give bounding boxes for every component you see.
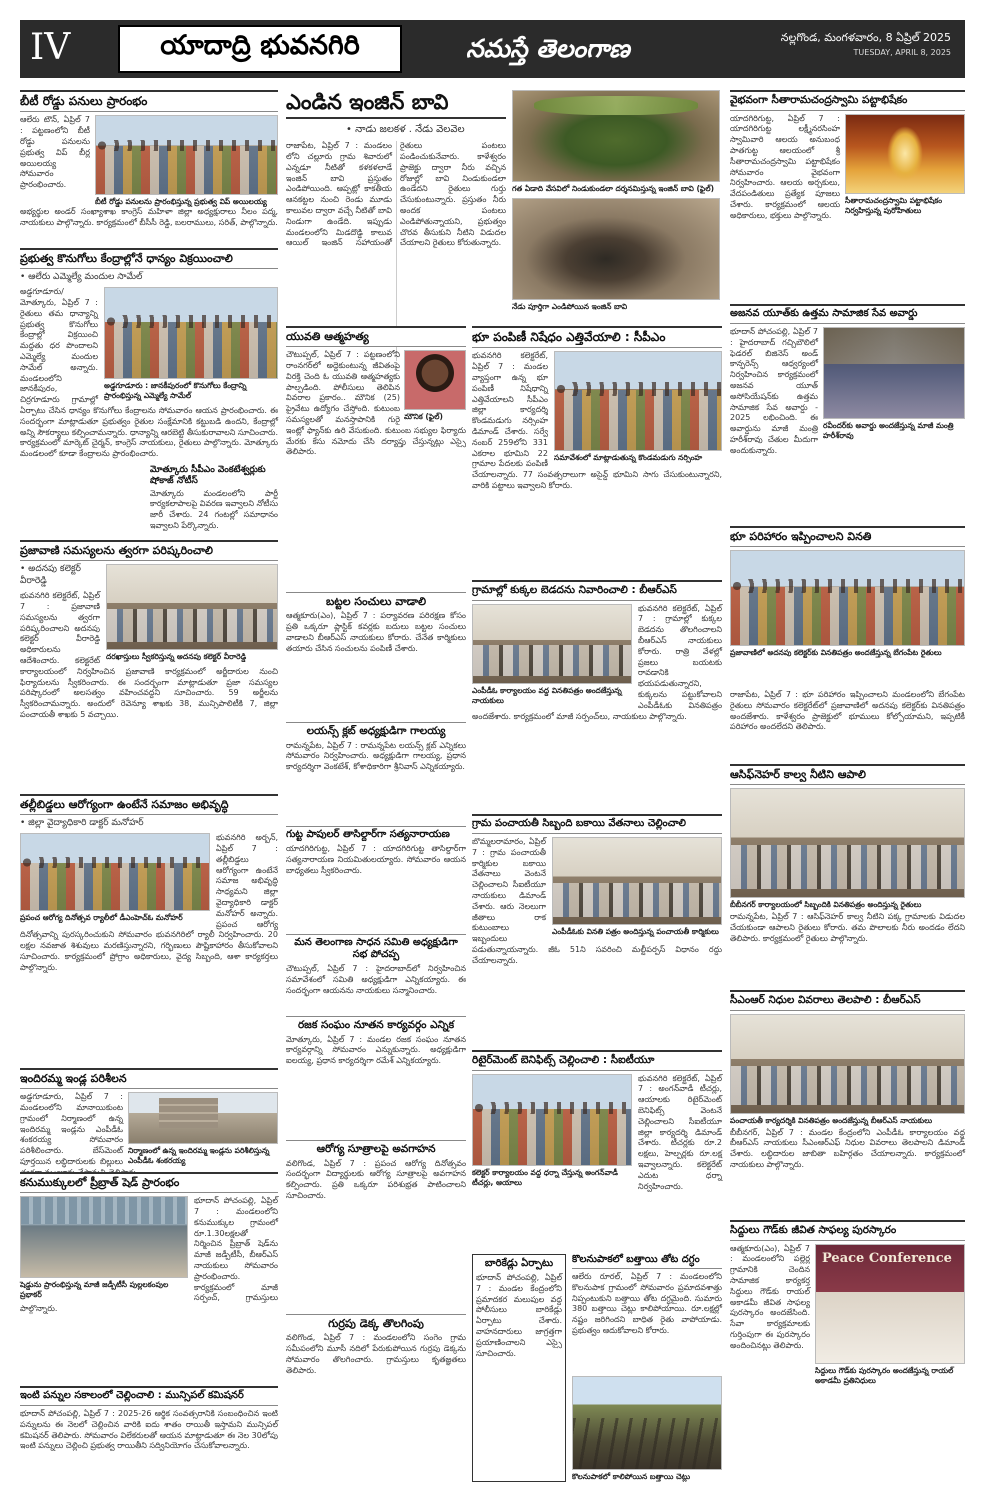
article-kanumukkula-shed	[20, 1172, 278, 1382]
photo-caption: ప్రజావాణిలో అదనపు కలెక్టర్‌కు వినతిపత్రం అందజేస్తున్న బేగంపేట రైతులు	[730, 646, 965, 658]
photo-caption-bottom: నేడు పూర్తిగా ఎండిపోయిన ఇంజిన్ బావి	[512, 300, 720, 312]
photo-caption: ఎంపీడీఓ కార్యాలయం వద్ద వినతిపత్రం అందజేస్తున్న నాయకులు	[472, 684, 632, 706]
photo-anganwadi-dharna	[472, 1074, 632, 1166]
headline: ఇంటి పన్నుల సకాలంలో చెల్లించాలి : మున్సిపల్ కమిషనర్	[20, 1386, 278, 1406]
headline: ప్రజావాణి సమస్యలను త్వరగా పరిష్కరించాలి	[20, 540, 278, 561]
newspaper-brand: నమస్తే తెలంగాణ	[466, 34, 630, 63]
article-body: రామన్నపేట, ఏప్రిల్ 7 : ఆసిఫ్‌నెహర్ కాల్వ నీటిని పక్క గ్రామాలకు విడుదల చేయకుండా ఆపాలని రైతులు కోరారు. తమ పొలాలకు నీరు అందడం లేదని తెలిపారు. కార్యక్రమంలో రైతులు పాల్గొన్నారు.	[730, 912, 965, 943]
headline: రజక సంఘం నూతన కార్యవర్గం ఎన్నిక	[286, 1016, 466, 1032]
photo-award	[823, 327, 965, 419]
article-body: చౌటుప్పల్, ఏప్రిల్ 7 : హైదరాబాద్‌లో నిర్వహించిన సమావేశంలో సమితి అధ్యక్షుడిగా ఎన్నికయ్యారు. ఈ సందర్భంగా ఆయనను నాయకులు సన్మానించారు.	[286, 964, 466, 995]
photo-caption: ప్రపంచ ఆరోగ్య దినోత్సవ ర్యాలీలో డీఎంహెచ్‌ఓ మనోహర్	[20, 911, 210, 923]
headline: కనుముక్కులలో ప్రీబ్రాత్ షెడ్ ప్రారంభం	[20, 1172, 278, 1193]
article-body: మోత్కూరు, ఏప్రిల్ 7 : మండల రజక సంఘం నూతన కార్యవర్గాన్ని సోమవారం ఎన్నుకున్నారు. అధ్యక్షుడిగా ఐలయ్య, ప్రధాన కార్యదర్శిగా రమేశ్ ఎన్నికయ్యారు.	[286, 1034, 466, 1066]
article-barricades	[472, 1254, 566, 1482]
headline: బీటీ రోడ్డు పనులు ప్రారంభం	[20, 90, 278, 112]
photo-panchayat-workers	[552, 837, 722, 925]
article-lions-club	[286, 722, 466, 822]
article-body: ఆత్మకూరు(ఎం), ఏప్రిల్ 7 : పర్యావరణ పరిరక్షణ కోసం ప్రతి ఒక్కరూ ప్లాస్టిక్ కవర్లకు బదులు బట్టల సంచులు వాడాలని బీఆర్‌ఎస్ నాయకులు కోరారు. చేనేత కార్మికులు తయారు చేసిన సంచులను పంపిణీ చేశారు.	[286, 611, 466, 653]
date-english: TUESDAY, APRIL 8, 2025	[853, 48, 951, 57]
article-body: చౌటుప్పల్, ఏప్రిల్ 7 : పట్టణంలోని రాంనగర్‌లో అద్దెకుంటున్న జీవితంపై విరక్తి చెంది ఓ యువతి ఆత్మహత్యకు పాల్పడింది. పోలీసులు తెలిపిన వివరాల ప్రకారం.. మౌనిక (25) ప్రైవేటు ఉద్యోగం చేస్తోంది. కుటుంబ సమస్యలతో మనస్తాపానికి గురై ఇంట్లో ఫ్యాన్‌కు ఉరి వేసుకుంది. కుటుంబ సభ్యుల ఫిర్యాదు మేరకు కేసు నమోదు చేసి దర్యాప్తు చేస్తున్నట్లు ఎస్సై తెలిపారు.	[286, 350, 466, 457]
article-body: భూదాన్ పోచంపల్లి, ఏప్రిల్ 7 : హైదరాబాద్ గచ్చిబౌలిలో ఫెడరల్ బిజినెస్ అండ్ కాన్ఫరెన్స్ ఆధ్వర్యంలో నిర్వహించిన కార్యక్రమంలో అజనవ యూత్ అసోసియేషన్‌కు ఉత్తమ సామాజిక సేవ అవార్డు - 2025 లభించింది. ఈ అవార్డును మాజీ మంత్రి హరీశ్‌రావు చేతుల మీదుగా అందుకున్నారు.	[730, 327, 818, 455]
photo-well-dry	[512, 198, 720, 300]
headline: రిటైర్‌మెంట్ బెనిఫిట్స్ చెల్లించాలి : సీఐటీయూ	[472, 1050, 722, 1071]
article-lead: ఆలేరు టౌన్, ఏప్రిల్ 7 : పట్టణంలోని బీటీ రోడ్డు పనులను ప్రభుత్వ విప్ బీర్ల అయిలయ్య సోమవారం ప్రారంభించారు.	[20, 115, 90, 190]
article-cmrf-funds	[730, 990, 965, 1216]
headline: గ్రామ పంచాయతీ సిబ్బంది బకాయి వేతనాలు చెల్లించాలి	[472, 814, 722, 834]
article-indiramma-houses	[20, 1068, 278, 1168]
photo-well-filled	[512, 90, 720, 182]
photo-caption: అడ్డగూడూరు : జానకీపురంలో కొనుగోలు కేంద్రాన్ని ప్రారంభిస్తున్న ఎమ్మెల్యే సామేల్	[104, 379, 278, 401]
article-body: ఆలేరు రూరల్, ఏప్రిల్ 7 : మండలంలోని కొలనుపాక గ్రామంలో సోమవారం ప్రమాదవశాత్తు నిప్పంటుకుని బత్తాయి తోట దగ్ధమైంది. సుమారు 380 బత్తాయి చెట్లు కాలిపోయాయి. రూ.లక్షల్లో నష్టం జరిగిందని బాధిత రైతు వాపోయాడు. ప్రభుత్వం ఆదుకోవాలని కోరారు.	[572, 1272, 722, 1335]
article-body: భువనగిరి కలెక్టరేట్, ఏప్రిల్ 7 : గ్రామాల్లో కుక్కల బెడదను తొలగించాలని బీఆర్‌ఎస్ నాయకులు కోరారు. రాత్రి వేళల్లో ప్రజలు బయటకు రావడానికి భయపడుతున్నారని, కుక్కలను పట్టుకోవాలని ఎంపీడీఓకు వినతిపత్రం అందజేశారు. కార్యక్రమంలో మాజీ సర్పంచ్‌లు, నాయకులు పాల్గొన్నారు.	[472, 603, 722, 721]
article-health-awareness	[286, 1140, 466, 1310]
photo-health-rally	[20, 833, 210, 911]
district-title: యాదాద్రి భువనగిరి	[118, 25, 402, 73]
photo-caption: మౌనిక (ఫైల్)	[404, 410, 466, 422]
photo-bt-road	[95, 115, 278, 195]
photo-canal-petition	[730, 788, 965, 898]
subheadline: • అదనపు కలెక్టర్ వీరారెడ్డి	[20, 564, 81, 587]
photo-portrait	[404, 350, 466, 410]
photo-caption: బీటీ రోడ్డు పనులను ప్రారంభిస్తున్న ప్రభుత్వ విప్ అయిలయ్య	[95, 195, 278, 207]
article-cpm-land	[472, 326, 722, 576]
article-body: రామన్నపేట, ఏప్రిల్ 7 : రామన్నపేట లయన్స్ క్లబ్ ఎన్నికలు సోమవారం నిర్వహించారు. అధ్యక్షుడిగా గాలయ్య, ప్రధాన కార్యదర్శిగా వెంకటేశ్, కోశాధికారిగా శ్రీనివాస్ ఎన్నికయ్యారు.	[286, 740, 466, 772]
headline: ఆరోగ్య సూత్రాలపై అవగాహన	[286, 1140, 466, 1156]
photo-caption: సమావేశంలో మాట్లాడుతున్న కొండమడుగు నర్సింహ	[554, 451, 722, 463]
article-body: మోత్కూరు మండలంలోని పార్టీ కార్యకలాపాలపై వివరణ ఇవ్వాలని నోటీసు జారీ చేశారు. 24 గంటల్లో సమాధానం ఇవ్వాలని పేర్కొన్నారు.	[150, 488, 278, 530]
photo-caption: కలెక్టర్ కార్యాలయం వద్ద ధర్నా చేస్తున్న అంగన్‌వాడీ టీచర్లు, ఆయాలు	[472, 1166, 632, 1188]
headline: మన తెలంగాణ సాధన సమితి అధ్యక్షుడిగా సభ పోచప్ప	[286, 934, 466, 961]
page-number: IV	[30, 27, 71, 68]
headline: ఎండిన ఇంజిన్ బావి	[286, 90, 506, 119]
article-retirement-benefits	[472, 1050, 722, 1250]
article-body: అడ్డగూడూరు, ఏప్రిల్ 7 : మండలంలోని మానాయికుంట గ్రామంలో నిర్మాణంలో ఉన్న ఇందిరమ్మ ఇండ్లను ఎంపీడీఓ శంకరయ్య సోమవారం పరిశీలించారు. బేస్‌మెంట్ పూర్తయిన లబ్ధిదారులకు బిల్లులు	[20, 1092, 123, 1166]
photo-indiramma	[128, 1092, 278, 1144]
article-body: బొమ్మలరామారం, ఏప్రిల్ 7 : గ్రామ పంచాయతీ కార్మికుల బకాయి వేతనాలు వెంటనే చెల్లించాలని సీఐటీయూ నాయకులు డిమాండ్ చేశారు. ఆరు నెలలుగా జీతాలు రాక కుటుంబాలు ఇబ్బందులు పడుతున్నాయన్నారు. జీఓ 51ని సవరించి మల్టీపర్పస్ విధానం రద్దు చేయాలన్నారు.	[472, 837, 722, 965]
headline: కొలనుపాకలో బత్తాయి తోట దగ్ధం	[572, 1254, 722, 1269]
photo-cpm-meeting	[554, 351, 722, 451]
article-body: భూదాన్ పోచంపల్లి, ఏప్రిల్ 7 : 2025-26 ఆర్థిక సంవత్సరానికి సంబంధించిన ఇంటి పన్నులను ఈ నెలలో చెల్లించిన వారికి ఐదు శాతం రాయితీ ఇస్తామని మున్సిపల్ కమిషనర్ తెలిపారు. సోమవారం విలేకరులతో ఆయన మాట్లాడుతూ ఈ నెల 30లోపు ఇంటి పన్నులు చెల్లించి ప్రభుత్వ రాయితీని సద్వినియోగం చేసుకోవాలన్నారు.	[20, 1409, 278, 1451]
photo-lifetime-award	[815, 1244, 965, 1364]
subheadline: • ఆలేరు ఎమ్మెల్యే మందుల సామేల్	[20, 272, 143, 283]
headline: గుట్ట పాపులర్ తాసిల్దార్‌గా సత్యనారాయణ	[286, 826, 466, 841]
article-body: భువనగిరి కలెక్టరేట్, ఏప్రిల్ 7 : అంగన్‌వాడీ టీచర్లు, ఆయాలకు రిటైర్‌మెంట్ బెనిఫిట్స్ వెంటనే చెల్లించాలని సీఐటీయూ జిల్లా కార్యదర్శి డిమాండ్ చేశారు. టీచర్లకు రూ.2 లక్షలు, హెల్పర్లకు రూ.లక్ష ఇవ్వాలన్నారు. కలెక్టరేట్ ఎదుట ధర్నా నిర్వహించారు.	[638, 1073, 722, 1191]
headline: ఆసిఫ్‌నెహర్ కాల్వ నీటిని ఆపాలి	[730, 764, 965, 785]
photo-caption: పంచాయతీ కార్యదర్శికి వినతిపత్రం అందజేస్తున్న బీఆర్‌ఎస్ నాయకులు	[730, 1114, 965, 1126]
article-body: బీబీనగర్, ఏప్రిల్ 7 : మండల కేంద్రంలోని ఎంపీడీఓ కార్యాలయం వద్ద బీఆర్‌ఎస్ నాయకులు సీఎంఆర్‌ఎఫ్ నిధుల వివరాలు తెలపాలని డిమాండ్ చేశారు. లబ్ధిదారుల జాబితా బహిర్గతం చేయాలన్నారు. కార్యక్రమంలో నాయకులు పాల్గొన్నారు.	[730, 1127, 965, 1169]
headline: భూ పరిహారం ఇప్పించాలని వినతి	[730, 526, 965, 547]
headline: ఇందిరమ్మ ఇండ్ల పరిశీలన	[20, 1068, 278, 1089]
headline: ప్రభుత్వ కొనుగోలు కేంద్రాల్లోనే ధాన్యం విక్రయించాలి	[20, 248, 278, 269]
article-land-compensation	[730, 526, 965, 688]
article-body: భూదాన్ పోచంపల్లి, ఏప్రిల్ 7 : మండలంలోని కనుముక్కుల గ్రామంలో రూ.1.30లక్షలతో నిర్మించిన ప్రీబ్రాత్ షెడ్‌ను మాజీ జడ్పీటీసీ, బీఆర్‌ఎస్ నాయకులు సోమవారం ప్రారంభించారు. కార్యక్రమంలో మాజీ సర్పంచ్, గ్రామస్తులు పాల్గొన్నారు.	[20, 1196, 278, 1314]
article-land-compensation-body	[730, 690, 965, 762]
article-temple-coronation	[730, 90, 965, 300]
headline: వైభవంగా సీతారామచంద్రస్వామి పట్టాభిషేకం	[730, 90, 965, 111]
photo-caption: బీబీనగర్ కార్యాలయంలో సిబ్బందికి వినతిపత్రం అందిస్తున్న రైతులు	[730, 898, 965, 910]
article-suicide	[286, 326, 466, 588]
headline: గ్రామాల్లో కుక్కల బెడదను నివారించాలి : బీఆర్‌ఎస్	[472, 580, 722, 601]
photo-caption: సీతారామచంద్రస్వామి పట్టాభిషేకం నిర్వహిస్తున్న పురోహితులు	[845, 194, 965, 216]
subheadline: • నాడు జలకళ . నేడు వెలవెల	[346, 124, 465, 136]
article-body: భువనగిరి కలెక్టరేట్, ఏప్రిల్ 7 : ప్రజావాణి సమస్యలను త్వరగా పరిష్కరించాలని అదనపు కలెక్టర్ వీరారెడ్డి అధికారులను ఆదేశించారు. కలెక్టరేట్ కార్యాలయంలో నిర్వహించిన ప్రజావాణి కార్యక్రమంలో అర్జీదారుల నుంచి ఫిర్యాదులను స్వీకరించారు. ఈ సందర్భంగా మాట్లాడుతూ ప్రజా సమస్యల పరిష్కారంలో అలసత్వం వహించవద్దని సూచించారు. 59 అర్జీలను స్వీకరించామన్నారు. అందులో రెవెన్యూ శాఖకు 38, మున్సిపాలిటీకి 7, జిల్లా పంచాయతీ శాఖకు 5 వచ్చాయి.	[20, 591, 278, 719]
photo-farmers-petition	[730, 550, 965, 646]
article-bt-road	[20, 90, 278, 245]
article-lifetime-award	[730, 1220, 965, 1482]
article-samithi	[286, 934, 466, 1012]
photo-caption: ఎంపీడీఓకు వినతి పత్రం అందిస్తున్న పంచాయతీ కార్మికులు	[552, 925, 722, 937]
photo-shed	[20, 1196, 188, 1278]
article-body: వలిగొండ, ఏప్రిల్ 7 : ప్రపంచ ఆరోగ్య దినోత్సవం సందర్భంగా విద్యార్థులకు ఆరోగ్య సూత్రాలపై అవగాహన కల్పించారు. ప్రతి ఒక్కరూ పరిశుభ్రత పాటించాలని సూచించారు.	[286, 1158, 466, 1200]
headline: మోత్కూరు సీపీఎం వెంకటేశ్వర్లుకు షోకాజ్ నోటీస్	[150, 465, 266, 486]
headline: సీఎంఆర్ నిధుల వివరాలు తెలపాలి : బీఆర్‌ఎస్	[730, 990, 965, 1011]
article-water-hyacinth	[286, 1314, 466, 1482]
article-body: యాదగిరిగుట్ట, ఏప్రిల్ 7 : యాదగిరిగుట్ట తాసిల్దార్‌గా సత్యనారాయణ నియమితులయ్యారు. సోమవారం ఆయన బాధ్యతలు స్వీకరించారు.	[286, 844, 466, 875]
article-body: ఆత్మకూరు(ఎం), ఏప్రిల్ 7 : మండలంలోని పల్లెర్ల గ్రామానికి చెందిన సామాజిక కార్యకర్త సిద్దులు గౌడ్‌కు రాయల్ అకాడమీ జీవిత సాఫల్య పురస్కారం అందజేసింది. సేవా కార్యక్రమాలకు గుర్తింపుగా ఈ పురస్కారం అందించినట్లు తెలిపారు.	[730, 1243, 810, 1350]
photo-temple	[845, 114, 965, 194]
article-body: అభ్యర్థుల అండర్ సంఖ్యాశాఖ కాంగ్రెస్ మహిళా జిల్లా అధ్యక్షురాలు నీలం పద్మ, నాయకులు పాల్గొన్నారు. కార్యక్రమంలో బీసీసీ రెడ్డి, బలరాములు, సరిత్, పాల్గొన్నారు.	[20, 207, 278, 228]
headline: లయన్స్ క్లబ్ అధ్యక్షుడిగా గాలయ్య	[286, 722, 466, 738]
photo-caption: రవీందర్‌కు అవార్డు అందజేస్తున్న మాజీ మంత్రి హరీశ్‌రావు	[823, 419, 965, 441]
photo-caption: షెడ్డును ప్రారంభిస్తున్న మాజీ జడ్పీటీసీ పుల్లలకంపుల ప్రభాకర్	[20, 1278, 188, 1300]
article-body: రాజాపేట, ఏప్రిల్ 7 : మండలం లోని చల్లూరు గ్రామ శివారులో ఎన్నడూ నీటితో కళకళలాడే ఇంజిన్ బావి ప్రస్తుతం ఎండిపోయింది. ఆప్పట్లో కాకతీయ ఆనకట్టల నుంచి రెండు మూడు కాలువల ద్వారా వచ్చే నీటితో బావి నిండుగా ఉండేది. ఇప్పుడు మండలంలోని మిడదొడ్డి కాలువ ఆయిల్ ఇంజిన్ సహాయంతో రైతులు పంటలు పండించుకునేవారు. కాళేశ్వరం ప్రాజెక్టు ద్వారా నీరు వచ్చిన రోజుల్లో బావి నిండుకుండలా ఉండేదని రైతులు గుర్తు చేసుకుంటున్నారు. ప్రస్తుతం నీరు అందక పంటలు ఎండిపోతున్నాయని, ప్రభుత్వం చొరవ తీసుకుని నీటిని విడుదల చేయాలని రైతులు కోరుతున్నారు.	[286, 141, 506, 248]
photo-caption: నిర్మాణంలో ఉన్న ఇందిరమ్మ ఇండ్లను పరిశీలిస్తున్న ఎంపీడీఓ శంకరయ్య	[128, 1144, 278, 1166]
article-body: వలిగొండ, ఏప్రిల్ 7 : మండలంలోని సంగెం గ్రామ సమీపంలోని మూసీ నదిలో పేరుకుపోయిన గుర్రపు డెక్కను సోమవారం తొలగించారు. గ్రామస్తులు కృతజ్ఞతలు తెలిపారు.	[286, 1333, 466, 1375]
photo-grain-centre	[104, 287, 278, 379]
photo-caption: దరఖాస్తులు స్వీకరిస్తున్న అదనపు కలెక్టర్ వీరారెడ్డి	[106, 650, 278, 662]
date-telugu: నల్లగొండ, మంగళవారం, 8 ఏప్రిల్ 2025	[780, 31, 951, 44]
stage-banner: Peace Conference	[822, 1250, 952, 1266]
headline: గుర్రపు డెక్క తొలగింపు	[286, 1314, 466, 1330]
masthead	[20, 20, 965, 78]
headline: బట్టల సంచులు వాడాలి	[286, 592, 466, 608]
article-cpm-notice	[150, 465, 278, 533]
photo-brs-petition	[472, 604, 632, 684]
headline: తల్లీబిడ్డలు ఆరోగ్యంగా ఉంటేనే సమాజం అభివృద్ధి	[20, 794, 278, 815]
headline: సిద్దులు గౌడ్‌కు జీవిత సాఫల్య పురస్కారం	[730, 1220, 965, 1241]
headline: బారికేడ్లు ఏర్పాటు	[484, 1258, 554, 1269]
headline: యువతి ఆత్మహత్య	[286, 326, 466, 347]
article-prajavani	[20, 540, 278, 790]
article-cloth-bags	[286, 592, 466, 718]
photo-cmrf-petition	[730, 1014, 965, 1114]
article-house-tax	[20, 1386, 278, 1482]
photo-burnt-orchard	[572, 1376, 722, 1470]
dateline	[781, 30, 951, 60]
article-body: యాదగిరిగుట్ట, ఏప్రిల్ 7 : యాదగిరిగుట్ట లక్ష్మీనరసింహ స్వామివారి ఆలయ అనుబంధ పాతగుట్ట ఆలయంలో శ్రీ సీతారామచంద్రస్వామి పట్టాభిషేకం సోమవారం వైభవంగా నిర్వహించారు. ఆలయ అర్చకులు, వేదపండితులు ప్రత్యేక పూజలు చేశారు. కార్యక్రమంలో ఆలయ అధికారులు, భక్తులు పాల్గొన్నారు.	[730, 113, 840, 220]
article-youth-award	[730, 304, 965, 522]
photo-prajavani	[106, 564, 278, 650]
article-body: భువనగిరి కలెక్టరేట్, ఏప్రిల్ 7 : మండల వ్యాప్తంగా ఉన్న భూ పంపిణీ నిషేధాన్ని ఎత్తివేయాలని సీపీఎం జిల్లా కార్యదర్శి కొండమడుగు నర్సింహ డిమాండ్ చేశారు. సర్వే నంబర్ 259లోని 331 ఎకరాల భూమిని 22 గ్రామాల పేదలకు పంపిణీ చేయాలన్నారు. 77 సంవత్సరాలుగా అసైన్డ్ భూమిని సాగు చేసుకుంటున్నారని, వారికి పట్టాలు ఇవ్వాలని కోరారు.	[472, 351, 722, 490]
photo-caption: సిద్దులు గౌడ్‌కు పురస్కారం అందజేస్తున్న రాయల్ అకాడమీ ప్రతినిధులు	[815, 1364, 965, 1386]
article-asifnehar-canal	[730, 764, 965, 986]
article-body: భూదాన్ పోచంపల్లి, ఏప్రిల్ 7 : మండల కేంద్రంలోని ప్రమాదకర మలుపుల వద్ద పోలీసులు బారికేడ్లు ఏర్పాటు చేశారు. వాహనదారులు జాగ్రత్తగా ప్రయాణించాలని ఎస్సై సూచించారు.	[476, 1273, 562, 1358]
headline: భూ పంపిణీ నిషేధం ఎత్తివేయాలి : సీపీఎం	[472, 326, 722, 348]
article-gutta-tahsildar	[286, 826, 466, 930]
article-body: రాజాపేట, ఏప్రిల్ 7 : భూ పరిహారం ఇప్పించాలని మండలంలోని బేగంపేట రైతులు సోమవారం కలెక్టరేట్‌లో ప్రజావాణిలో అదనపు కలెక్టర్‌కు వినతిపత్రం అందజేశారు. కాళేశ్వరం ప్రాజెక్టులో భూములు కోల్పోయామని, ఇప్పటికీ పరిహారం అందలేదని తెలిపారు.	[730, 690, 965, 732]
article-stray-dogs	[472, 580, 722, 810]
subheadline: • జిల్లా వైద్యాధికారి డాక్టర్ మనోహర్	[20, 818, 144, 829]
article-orchard-fire	[572, 1254, 722, 1482]
photo-caption: కొలనుపాకలో కాలిపోయిన బత్తాయి చెట్లు	[572, 1470, 722, 1482]
photo-caption-top: గత ఏడాది వేసవిలో నిండుకుండలా దర్శనమిస్తున్న ఇంజిన్ బావి (ఫైల్)	[512, 182, 720, 194]
article-panchayat-wages	[472, 814, 722, 1046]
headline: అజనవ యూత్‌కు ఉత్తమ సామాజిక సేవ అవార్డు	[730, 304, 965, 324]
article-mother-child	[20, 794, 278, 1064]
article-body: భువనగిరి అర్బన్, ఏప్రిల్ 7 : తల్లీబిడ్డలు ఆరోగ్యంగా ఉంటేనే సమాజ అభివృద్ధి సాధ్యమని జిల్లా వైద్యాధికారి డాక్టర్ మనోహర్ అన్నారు. ప్రపంచ ఆరోగ్య దినోత్సవాన్ని పురస్కరించుకుని సోమవారం భువనగిరిలో ర్యాలీ నిర్వహించారు. 20 లక్షల నవజాత శిశువులు మరణిస్తున్నారని, గర్భిణులు పౌష్టికాహారం తీసుకోవాలని సూచించారు. కార్యక్రమంలో ప్రోగ్రాం అధికారులు, వైద్య సిబ్బంది, ఆశా కార్యకర్తలు పాల్గొన్నారు.	[20, 833, 278, 972]
article-rajaka-sangham	[286, 1016, 466, 1136]
article-body: అడ్డగూడూరు/మోత్కూరు, ఏప్రిల్ 7 : రైతులు తమ ధాన్యాన్ని ప్రభుత్వ కొనుగోలు కేంద్రాల్లో విక్రయించి మద్దతు ధర పొందాలని ఎమ్మెల్యే మందుల సామేల్ అన్నారు. మండలంలోని జానకీపురం, చిర్రగూడూరు గ్రామాల్లో ఏర్పాటు చేసిన ధాన్యం కొనుగోలు కేంద్రాలను సోమవారం ఆయన ప్రారంభించారు. ఈ సందర్భంగా మాట్లాడుతూ ప్రభుత్వం రైతుల సంక్షేమానికి కట్టుబడి ఉందని, కేంద్రాల్లో అన్ని సౌకర్యాలు కల్పించామన్నారు. ధాన్యాన్ని ఆరబెట్టి తీసుకురావాలని సూచించారు. కార్యక్రమంలో మార్కెట్ చైర్మన్, కాంగ్రెస్ నాయకులు, రైతులు పాల్గొన్నారు. మోత్కూరు మండలంలో కూడా కేంద్రాలను ప్రారంభించారు.	[20, 287, 278, 459]
